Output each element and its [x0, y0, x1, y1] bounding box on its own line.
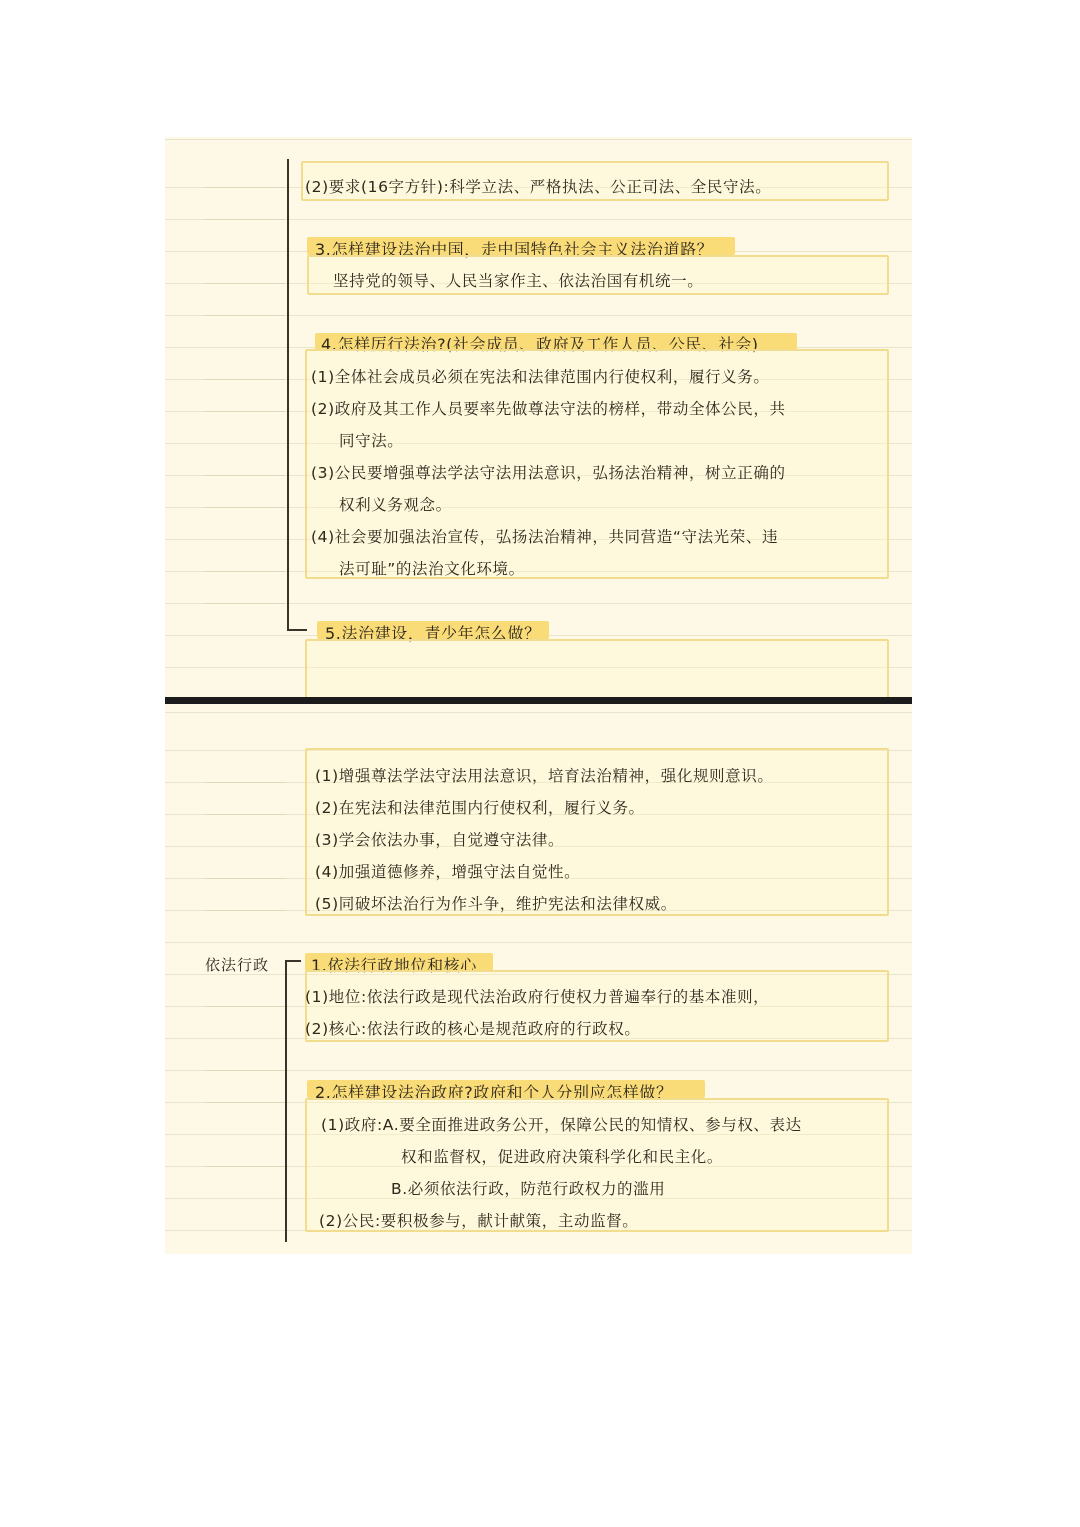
margin-mark — [205, 507, 285, 508]
mindmap-bracket-line — [287, 159, 289, 631]
s2-line: 权和监督权，促进政府决策科学化和民主化。 — [401, 1148, 724, 1166]
s2-heading: 2.怎样建设法治政府?政府和个人分别应怎样做？ — [315, 1083, 673, 1102]
q3-heading: 3.怎样建设法治中国，走中国特色社会主义法治道路？ — [315, 240, 714, 259]
margin-mark — [205, 878, 285, 879]
q3-answer: 坚持党的领导、人民当家作主、依法治国有机统一。 — [333, 272, 704, 290]
margin-mark — [205, 571, 285, 572]
margin-mark — [205, 910, 285, 911]
margin-mark — [205, 475, 285, 476]
mindmap-branch-line — [285, 960, 301, 962]
s1-line: (1)地位:依法行政是现代法治政府行使权力普遍奉行的基本准则， — [305, 988, 770, 1006]
q4-heading: 4.怎样厉行法治?(社会成员、政府及工作人员、公民、社会) — [321, 335, 759, 354]
margin-mark — [205, 1102, 285, 1103]
s1-heading: 1.依法行政地位和核心 — [311, 956, 477, 975]
mindmap-branch-line — [287, 629, 307, 631]
margin-mark — [205, 411, 285, 412]
margin-mark — [205, 814, 285, 815]
q4-line: 同守法。 — [339, 432, 404, 450]
mindmap-bracket-line — [285, 960, 287, 1242]
q5-heading: 5.法治建设，青少年怎么做？ — [325, 624, 541, 643]
margin-mark — [205, 782, 285, 783]
q5-answer-box — [305, 639, 889, 697]
margin-mark — [205, 1166, 285, 1167]
q5-line: (2)在宪法和法律范围内行使权利，履行义务。 — [315, 799, 645, 817]
margin-mark — [205, 603, 285, 604]
margin-mark — [205, 315, 285, 316]
q5-line: (1)增强尊法学法守法用法意识，培育法治精神，强化规则意识。 — [315, 767, 774, 785]
page-divider — [165, 697, 912, 704]
margin-mark — [205, 379, 285, 380]
q4-line: (1)全体社会成员必须在宪法和法律范围内行使权利，履行义务。 — [311, 368, 770, 386]
notebook-page-top — [165, 137, 912, 697]
notebook-page-bottom — [165, 704, 912, 1254]
q4-line: (2)政府及其工作人员要率先做尊法守法的榜样，带动全体公民，共 — [311, 400, 786, 418]
s2-line: (2)公民:要积极参与，献计献策，主动监督。 — [319, 1212, 639, 1230]
s2-line: B.必须依法行政，防范行政权力的滥用 — [391, 1180, 666, 1198]
s1-line: (2)核心:依法行政的核心是规范政府的行政权。 — [305, 1020, 641, 1038]
margin-mark — [205, 1070, 285, 1071]
margin-mark — [205, 219, 285, 220]
q4-line: 法可耻”的法治文化环境。 — [339, 560, 525, 578]
s2-line: (1)政府:A.要全面推进政务公开，保障公民的知情权、参与权、表达 — [321, 1116, 802, 1134]
requirement-text: (2)要求(16字方针):科学立法、严格执法、公正司法、全民守法。 — [305, 178, 772, 196]
margin-mark — [205, 187, 285, 188]
side-label-administration: 依法行政 — [205, 956, 270, 974]
q4-line: 权利义务观念。 — [339, 496, 452, 514]
q4-line: (4)社会要加强法治宣传，弘扬法治精神，共同营造“守法光荣、违 — [311, 528, 779, 546]
q5-line: (4)加强道德修养，增强守法自觉性。 — [315, 863, 581, 881]
q5-line: (5)同破坏法治行为作斗争，维护宪法和法律权威。 — [315, 895, 677, 913]
q5-line: (3)学会依法办事，自觉遵守法律。 — [315, 831, 565, 849]
margin-mark — [205, 283, 285, 284]
margin-mark — [205, 1006, 285, 1007]
q4-line: (3)公民要增强尊法学法守法用法意识，弘扬法治精神，树立正确的 — [311, 464, 786, 482]
